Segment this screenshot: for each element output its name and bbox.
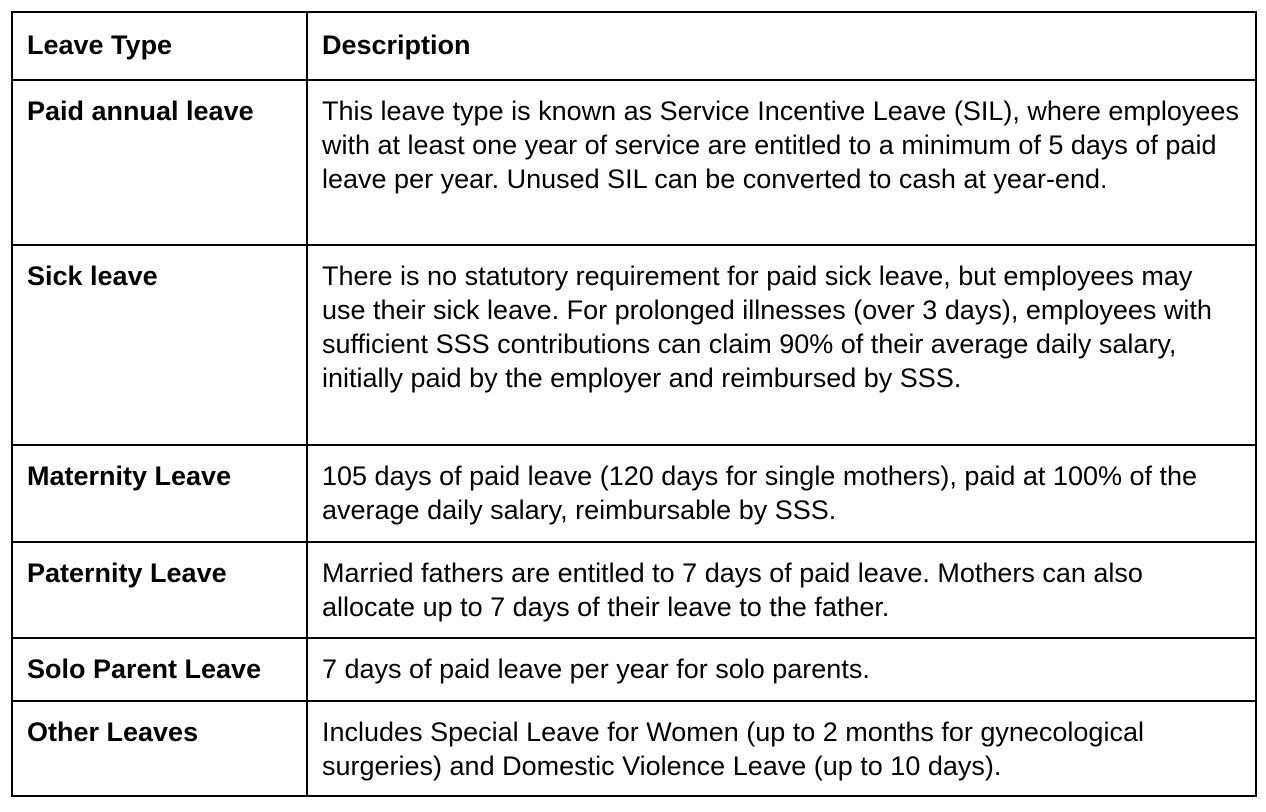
description-cell: Married fathers are entitled to 7 days of paid leave. Mothers can also allocate up to 7 days of their leave to the father. bbox=[307, 542, 1256, 638]
header-leave-type: Leave Type bbox=[12, 12, 307, 80]
leave-type-cell: Paid annual leave bbox=[12, 80, 307, 245]
leave-type-cell: Solo Parent Leave bbox=[12, 638, 307, 701]
table-row bbox=[12, 445, 1256, 542]
leave-type-cell: Other Leaves bbox=[12, 701, 307, 796]
table-row bbox=[12, 542, 1256, 638]
description-cell: Includes Special Leave for Women (up to 2 months for gynecological surgeries) and Domestic Violence Leave (up to 10 days). bbox=[307, 701, 1256, 796]
description-cell: There is no statutory requirement for paid sick leave, but employees may use their sick leave. For prolonged illnesses (over 3 days), employees with sufficient SSS contributions can claim 90% of their average daily salary, initially paid by the employer and reimbursed by SSS. bbox=[307, 245, 1256, 445]
description-cell: This leave type is known as Service Incentive Leave (SIL), where employees with at least one year of service are entitled to a minimum of 5 days of paid leave per year. Unused SIL can be converted to cash at year-end. bbox=[307, 80, 1256, 245]
table-row bbox=[12, 245, 1256, 445]
header-description: Description bbox=[307, 12, 1256, 80]
description-cell: 105 days of paid leave (120 days for single mothers), paid at 100% of the average daily salary, reimbursable by SSS. bbox=[307, 445, 1256, 542]
table-row bbox=[12, 701, 1256, 796]
table-row bbox=[12, 80, 1256, 245]
leave-type-cell: Paternity Leave bbox=[12, 542, 307, 638]
leave-type-cell: Sick leave bbox=[12, 245, 307, 445]
leave-type-cell: Maternity Leave bbox=[12, 445, 307, 542]
description-cell: 7 days of paid leave per year for solo parents. bbox=[307, 638, 1256, 701]
leave-types-table bbox=[11, 11, 1257, 797]
table-header-row bbox=[12, 12, 1256, 80]
table-row bbox=[12, 638, 1256, 701]
